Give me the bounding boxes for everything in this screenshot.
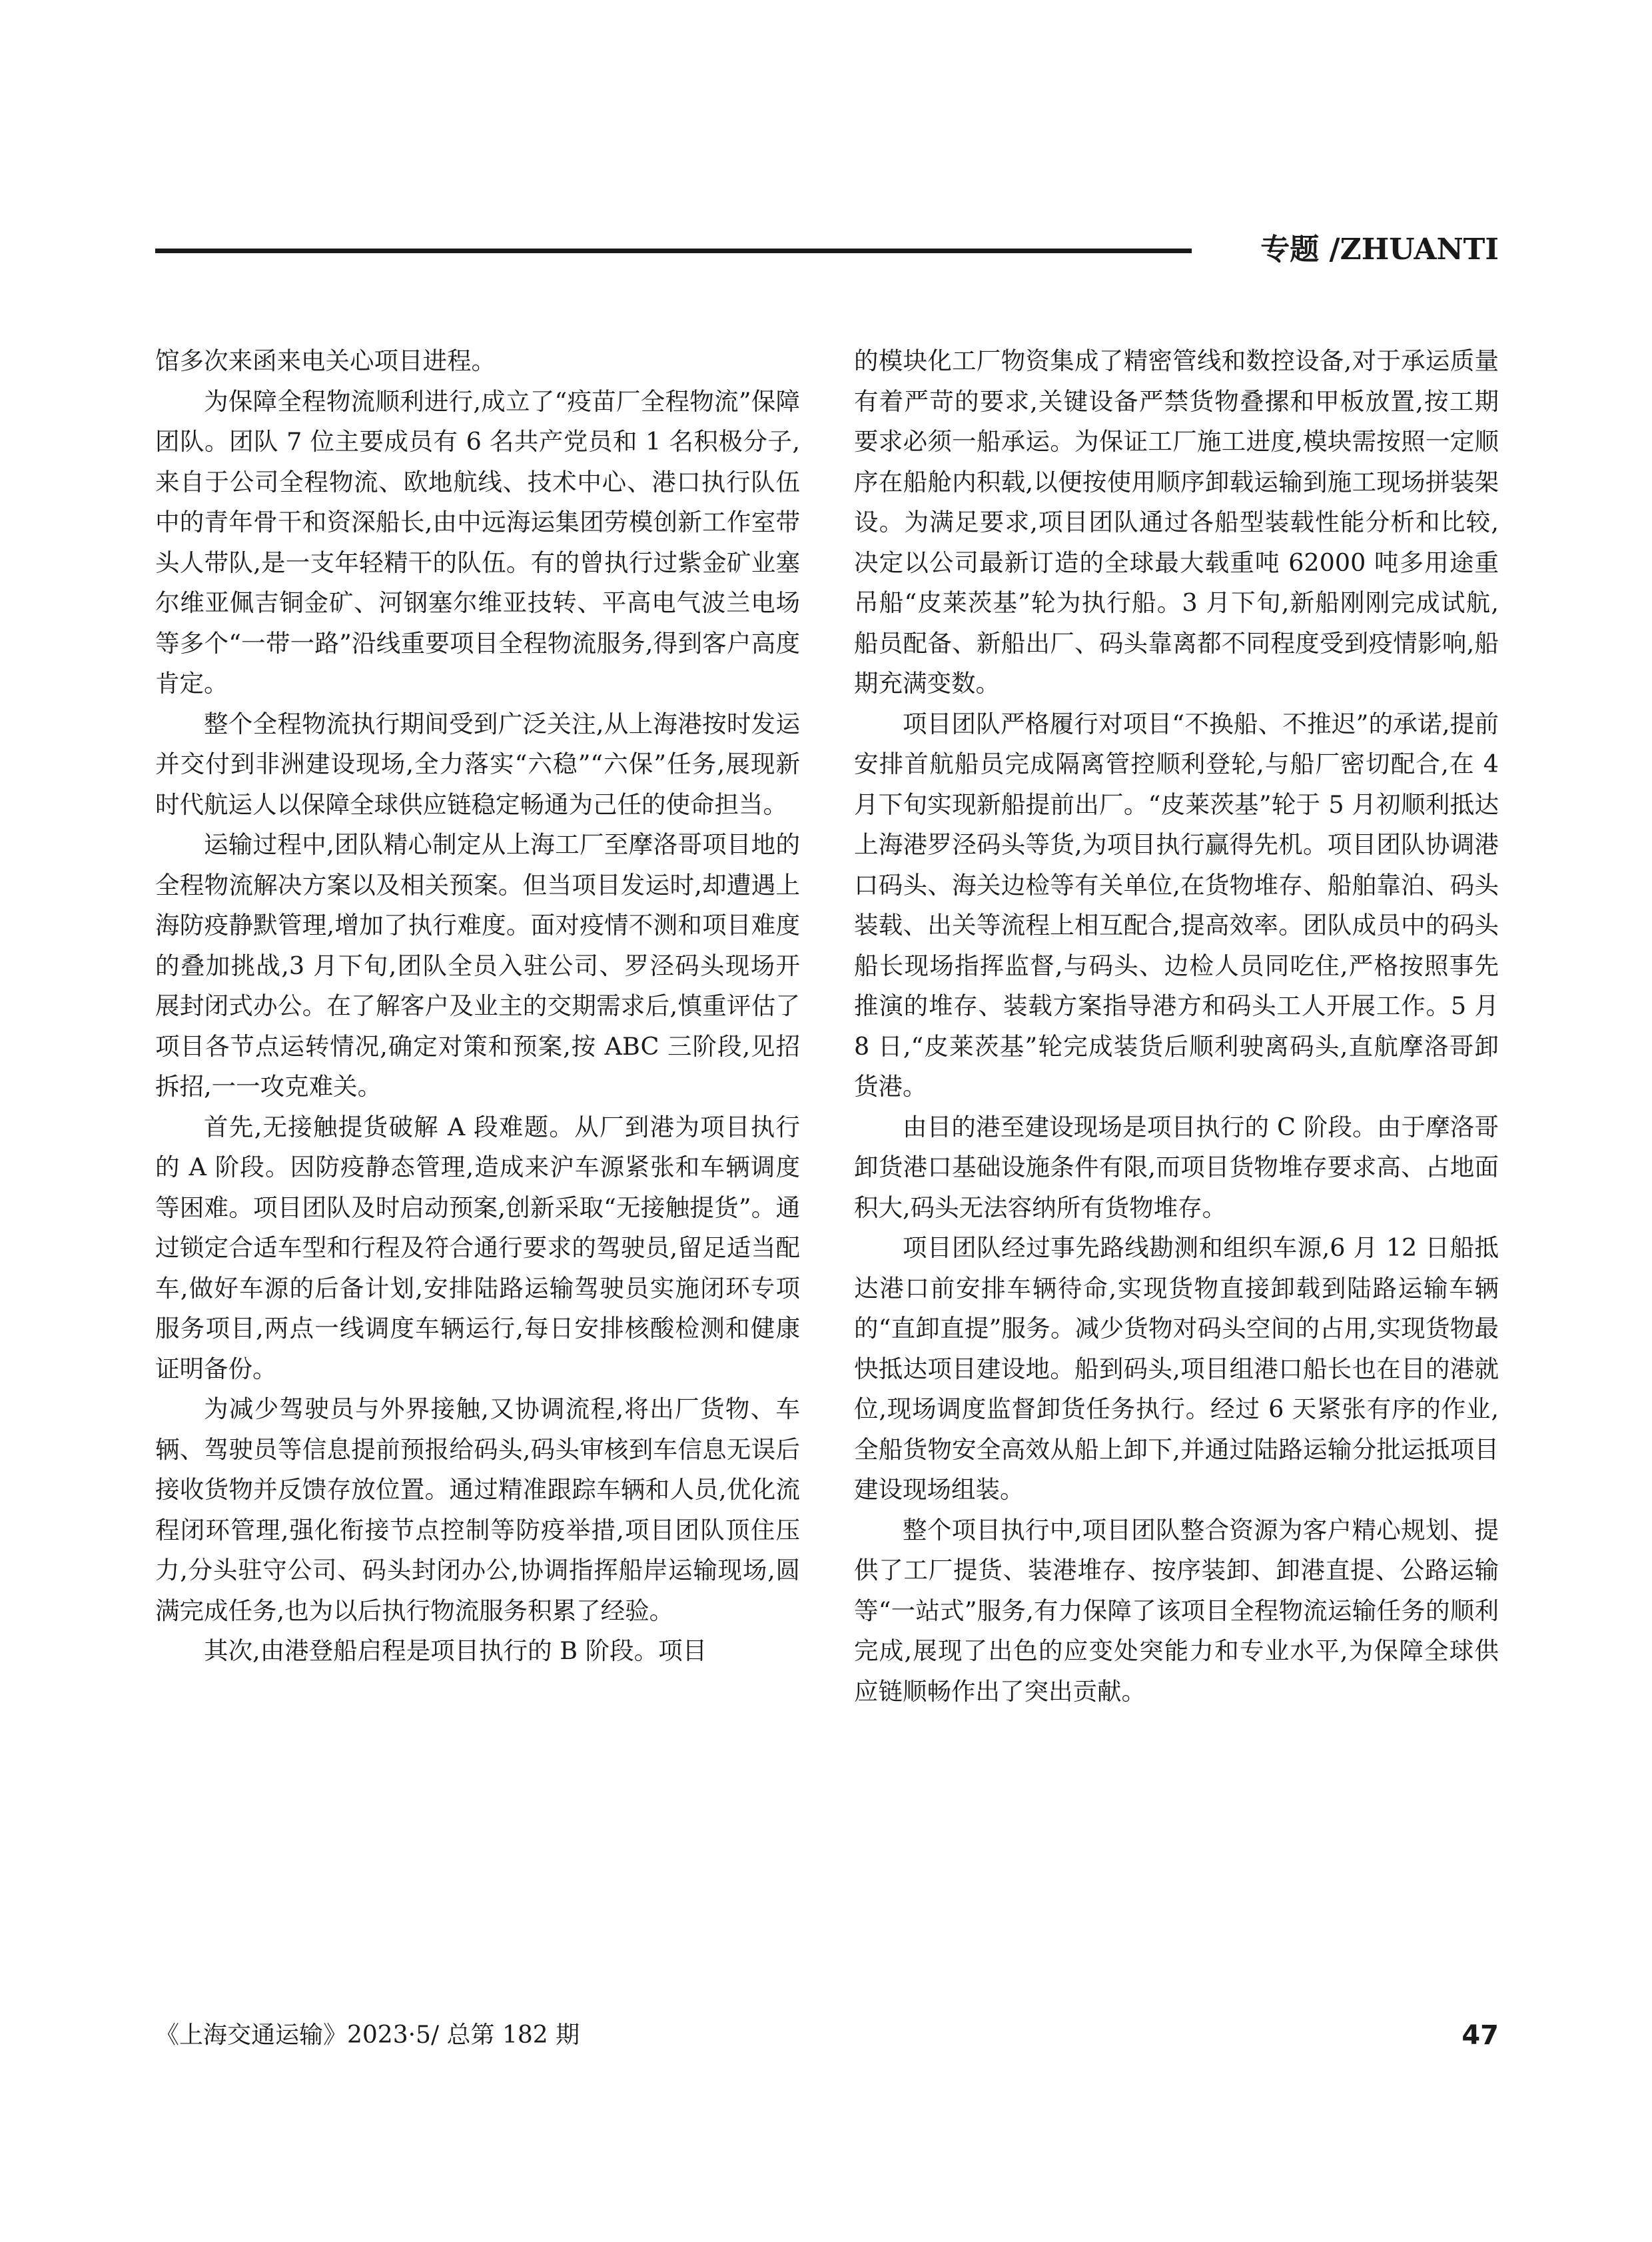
article-right-column [854, 341, 1499, 1967]
page-number: 47 [1461, 2020, 1499, 2051]
paragraph: 项目团队经过事先路线勘测和组织车源,6 月 12 日船抵达港口前安排车辆待命,实现货物直接卸载到陆路运输车辆的“直卸直提”服务。减少货物对码头空间的占用,实现货物最快抵达项目建设地。船到码头,项目组港口船长也在目的港就位,现场调度监督卸货任务执行。经过 6 天紧张有序的作业,全船货物安全高效从船上卸下,并通过陆路运输分批运抵项目建设现场组装。 [854, 1233, 1499, 1504]
paragraph: 其次,由港登船启程是项目执行的 B 阶段。项目 [204, 1636, 707, 1665]
paragraph: 的模块化工厂物资集成了精密管线和数控设备,对于承运质量有着严苛的要求,关键设备严禁货物叠摞和甲板放置,按工期要求必须一船承运。为保证工厂施工进度,模块需按照一定顺序在船舱内积载,以便按使用顺序卸载运输到施工现场拼装架设。为满足要求,项目团队通过各船型装载性能分析和比较,决定以公司最新订造的全球最大载重吨 62000 吨多用途重吊船“皮莱茨基”轮为执行船。3 月下旬,新船刚刚完成试航,船员配备、新船出厂、码头靠离都不同程度受到疫情影响,船期充满变数。 [854, 346, 1499, 698]
header-rule [155, 249, 1192, 253]
paragraph: 整个项目执行中,项目团队整合资源为客户精心规划、提供了工厂提货、装港堆存、按序装卸、卸港直提、公路运输等“一站式”服务,有力保障了该项目全程物流运输任务的顺利完成,展现了出色的应变处突能力和专业水平,为保障全球供应链顺畅作出了突出贡献。 [854, 1515, 1499, 1706]
paragraph: 馆多次来函来电关心项目进程。 [155, 346, 496, 375]
paragraph: 首先,无接触提货破解 A 段难题。从厂到港为项目执行的 A 阶段。因防疫静态管理,造成来沪车源紧张和车辆调度等困难。项目团队及时启动预案,创新采取“无接触提货”。通过锁定合适车型和行程及符合通行要求的驾驶员,留足适当配车,做好车源的后备计划,安排陆路运输驾驶员实施闭环专项服务项目,两点一线调度车辆运行,每日安排核酸检测和健康证明备份。 [155, 1112, 800, 1383]
article-left-column [155, 341, 800, 1967]
paragraph: 整个全程物流执行期间受到广泛关注,从上海港按时发运并交付到非洲建设现场,全力落实“六稳”“六保”任务,展现新时代航运人以保障全球供应链稳定畅通为己任的使命担当。 [155, 709, 800, 819]
paragraph: 由目的港至建设现场是项目执行的 C 阶段。由于摩洛哥卸货港口基础设施条件有限,而项目货物堆存要求高、占地面积大,码头无法容纳所有货物堆存。 [854, 1112, 1499, 1222]
paragraph: 项目团队严格履行对项目“不换船、不推迟”的承诺,提前安排首航船员完成隔离管控顺利登轮,与船厂密切配合,在 4 月下旬实现新船提前出厂。“皮莱茨基”轮于 5 月初顺利抵达上海港罗泾码头等货,为项目执行赢得先机。项目团队协调港口码头、海关边检等有关单位,在货物堆存、船舶靠泊、码头装载、出关等流程上相互配合,提高效率。团队成员中的码头船长现场指挥监督,与码头、边检人员同吃住,严格按照事先推演的堆存、装载方案指导港方和码头工人开展工作。5 月 8 日,“皮莱茨基”轮完成装货后顺利驶离码头,直航摩洛哥卸货港。 [854, 709, 1499, 1101]
paragraph: 运输过程中,团队精心制定从上海工厂至摩洛哥项目地的全程物流解决方案以及相关预案。但当项目发运时,却遭遇上海防疫静默管理,增加了执行难度。面对疫情不测和项目难度的叠加挑战,3 月下旬,团队全员入驻公司、罗泾码头现场开展封闭式办公。在了解客户及业主的交期需求后,慎重评估了项目各节点运转情况,确定对策和预案,按 ABC 三阶段,见招拆招,一一攻克难关。 [155, 830, 800, 1101]
journal-source: 《上海交通运输》2023·5/ 总第 182 期 [155, 2021, 580, 2049]
section-label: 专题 /ZHUANTI [1260, 233, 1499, 267]
paragraph: 为减少驾驶员与外界接触,又协调流程,将出厂货物、车辆、驾驶员等信息提前预报给码头,码头审核到车信息无误后接收货物并反馈存放位置。通过精准跟踪车辆和人员,优化流程闭环管理,强化衔接节点控制等防疫举措,项目团队顶住压力,分头驻守公司、码头封闭办公,协调指挥船岸运输现场,圆满完成任务,也为以后执行物流服务积累了经验。 [155, 1395, 800, 1625]
paragraph: 为保障全程物流顺利进行,成立了“疫苗厂全程物流”保障团队。团队 7 位主要成员有 6 名共产党员和 1 名积极分子,来自于公司全程物流、欧地航线、技术中心、港口执行队伍中的青年骨干和资深船长,由中远海运集团劳模创新工作室带头人带队,是一支年轻精干的队伍。有的曾执行过紫金矿业塞尔维亚佩吉铜金矿、河钢塞尔维亚技转、平高电气波兰电场等多个“一带一路”沿线重要项目全程物流服务,得到客户高度肯定。 [155, 386, 800, 698]
